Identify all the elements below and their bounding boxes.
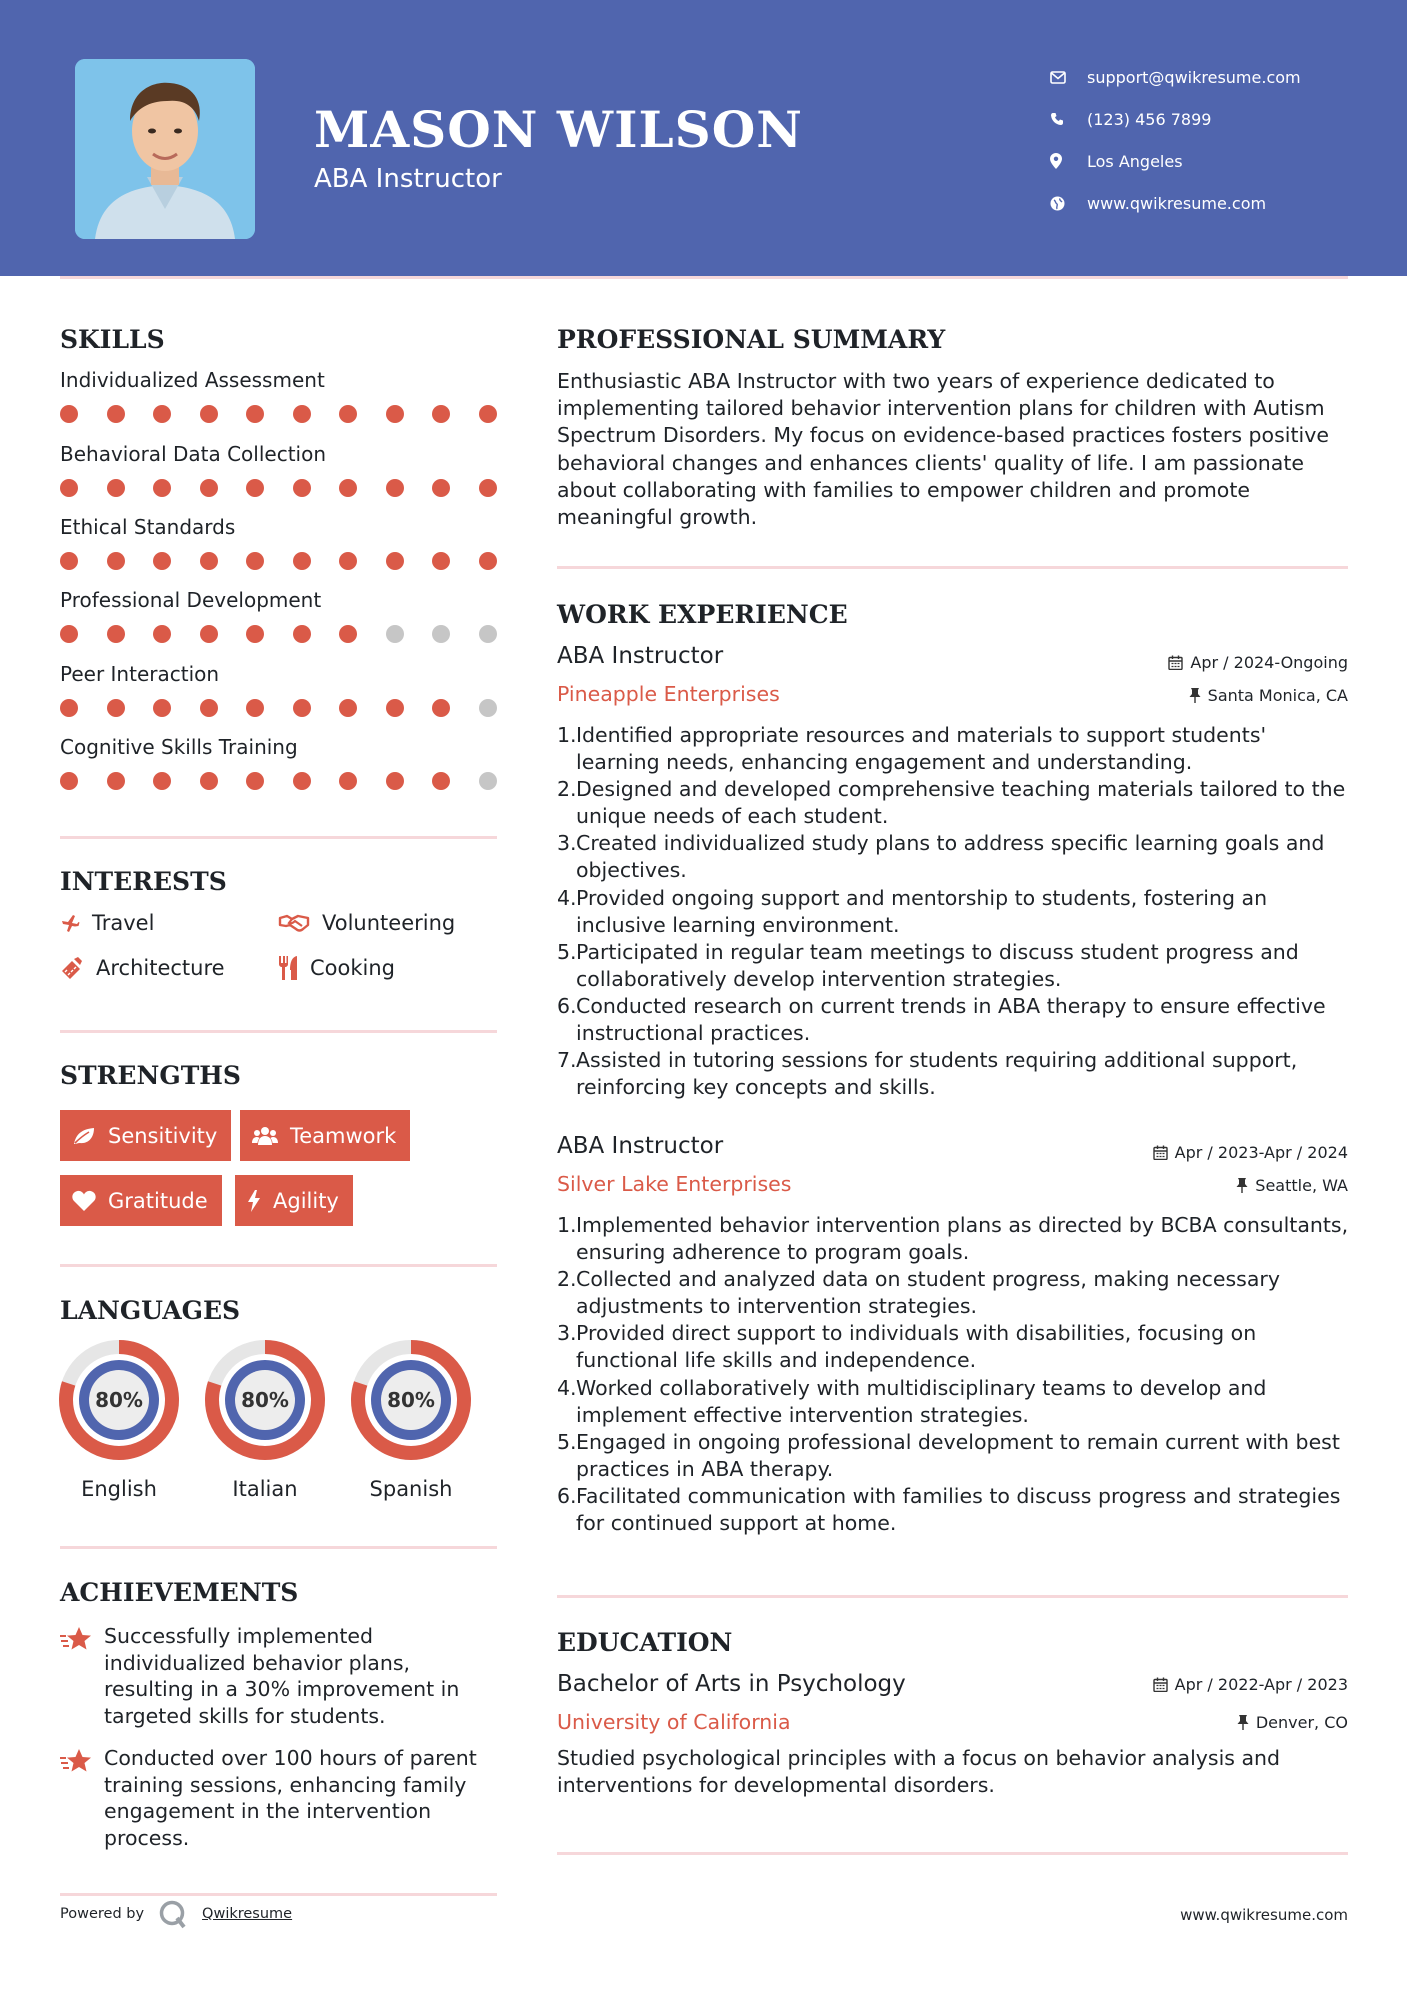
bullet-text: Implemented behavior intervention plans as directed by BCBA consultants, ensuring adherence to program goals. (576, 1213, 1349, 1265)
bullet-text: Participated in regular team meetings to discuss student progress and collaboratively develop intervention strategies. (576, 939, 1299, 991)
ruler-pencil-icon (60, 957, 84, 979)
strength-badge (60, 1110, 231, 1161)
job-bullet (557, 1047, 1349, 1101)
section-divider (557, 1852, 1348, 1855)
education-heading: EDUCATION (557, 1628, 733, 1657)
language-item (59, 1340, 179, 1501)
skill-dot-filled (339, 625, 357, 643)
contact-list (1050, 56, 1390, 224)
skill-rating (60, 625, 525, 643)
bullet-text: Collected and analyzed data on student progress, making necessary adjustments to intervention strategies. (576, 1267, 1280, 1319)
bullet-number: 4. (557, 885, 577, 910)
skill-dot-empty (432, 625, 450, 643)
candidate-title: ABA Instructor (314, 164, 502, 194)
achievement-item (60, 1623, 500, 1729)
language-percent: 80% (241, 1388, 289, 1412)
bullet-number: 6. (557, 993, 577, 1018)
language-ring (59, 1340, 179, 1460)
education-dates-text: Apr / 2022-Apr / 2023 (1174, 1675, 1348, 1694)
skill-dot-filled (386, 405, 404, 423)
interest-item (60, 956, 225, 980)
users-icon (252, 1126, 278, 1146)
skill-rating (60, 552, 525, 570)
skill-dot-filled (479, 552, 497, 570)
interests-heading: INTERESTS (60, 867, 227, 896)
job-bullet (557, 1375, 1349, 1429)
skill-dot-filled (432, 552, 450, 570)
bullet-number: 1. (557, 723, 577, 747)
skill-dot-filled (293, 772, 311, 790)
bullet-number: 4. (557, 1375, 577, 1400)
section-divider (557, 1595, 1348, 1598)
interest-label: Volunteering (322, 911, 456, 935)
section-divider (60, 1893, 497, 1896)
language-ring (351, 1340, 471, 1460)
language-item (351, 1340, 471, 1501)
calendar-icon (1153, 1145, 1168, 1160)
contact-website-text: www.qwikresume.com (1087, 193, 1267, 213)
section-divider (60, 1264, 497, 1267)
skill-dot-filled (339, 552, 357, 570)
strength-badge (240, 1110, 410, 1161)
education-dates (1153, 1675, 1348, 1694)
skill-dot-filled (479, 405, 497, 423)
bullet-text: Conducted research on current trends in ABA therapy to ensure effective instructional practices. (576, 993, 1326, 1046)
job-bullet (557, 722, 1349, 776)
location-pin-icon (1050, 151, 1087, 171)
section-divider (60, 836, 497, 839)
heart-icon (72, 1190, 96, 1211)
job-title: ABA Instructor (557, 1133, 724, 1159)
language-name: Spanish (369, 1477, 453, 1501)
star-icon (60, 1749, 92, 1775)
skill-dot-filled (60, 479, 78, 497)
job-bullet (557, 776, 1349, 830)
bullet-number: 7. (557, 1048, 577, 1073)
resume-header (0, 0, 1407, 276)
skill-dot-filled (386, 699, 404, 717)
calendar-icon (1168, 655, 1183, 670)
job-bullet (557, 1212, 1349, 1266)
skill-dot-filled (153, 699, 171, 717)
bullet-number: 5. (557, 939, 577, 964)
skill-dot-empty (386, 625, 404, 643)
skill-dot-filled (246, 625, 264, 643)
job-dates (1153, 1143, 1348, 1162)
language-item (205, 1340, 325, 1501)
skill-rating (60, 772, 525, 790)
job-location-text: Santa Monica, CA (1207, 686, 1348, 705)
skill-dot-filled (386, 552, 404, 570)
summary-text: Enthusiastic ABA Instructor with two years of experience dedicated to implementing tailored behavior intervention plans for children with Autism Spectrum Disorders. My focus on evidence-based practices fosters positive behavioral changes and enhances clients' quality of life. I am passionate about collaborating with families to empower children and promote meaningful growth. (557, 369, 1329, 530)
bullet-text: Provided ongoing support and mentorship to students, fostering an inclusive learning environment. (576, 885, 1268, 937)
skill-dot-filled (200, 552, 218, 570)
language-percent: 80% (387, 1388, 435, 1412)
footer-powered-by (60, 1899, 292, 1929)
section-divider (60, 1030, 497, 1033)
skill-rating (60, 479, 525, 497)
skill-dot-filled (153, 772, 171, 790)
strength-label: Agility (273, 1188, 339, 1213)
plane-icon (60, 913, 80, 933)
section-divider (557, 566, 1348, 569)
achievement-text: Conducted over 100 hours of parent training sessions, enhancing family engagement in the intervention process. (104, 1746, 477, 1850)
mail-icon (1050, 67, 1087, 87)
bullet-text: Provided direct support to individuals with disabilities, focusing on functional life skills and independence. (576, 1321, 1257, 1373)
skill-dot-filled (107, 479, 125, 497)
job-bullet (557, 939, 1349, 993)
star-icon (60, 1627, 92, 1653)
skill-dot-filled (246, 479, 264, 497)
skill-dot-filled (107, 552, 125, 570)
education-location-text: Denver, CO (1255, 1713, 1348, 1732)
job-bullets (557, 722, 1349, 1101)
skill-dot-filled (339, 772, 357, 790)
bullet-text: Assisted in tutoring sessions for students requiring additional support, reinforcing key concepts and skills. (576, 1048, 1298, 1100)
skill-dot-filled (386, 772, 404, 790)
job-bullet (557, 885, 1349, 939)
language-percent: 80% (95, 1388, 143, 1412)
skill-dot-filled (432, 699, 450, 717)
skill-dot-filled (293, 479, 311, 497)
skill-dot-filled (293, 552, 311, 570)
skill-dot-filled (153, 552, 171, 570)
skill-name: Ethical Standards (60, 515, 236, 539)
contact-website[interactable] (1050, 182, 1390, 224)
skill-dot-filled (107, 772, 125, 790)
skill-dot-filled (200, 699, 218, 717)
language-name: Italian (232, 1477, 298, 1501)
skill-dot-filled (60, 552, 78, 570)
job-bullet (557, 1266, 1349, 1320)
skill-dot-filled (339, 405, 357, 423)
skill-dot-empty (479, 772, 497, 790)
contact-location-text: Los Angeles (1087, 151, 1183, 171)
bullet-text: Worked collaboratively with multidisciplinary teams to develop and implement effective intervention strategies. (576, 1375, 1267, 1427)
skill-dot-empty (479, 699, 497, 717)
job-bullet (557, 1429, 1349, 1483)
job-dates-text: Apr / 2023-Apr / 2024 (1174, 1143, 1348, 1162)
experience-heading: WORK EXPERIENCE (557, 600, 848, 629)
calendar-icon (1153, 1677, 1168, 1692)
powered-by-text: Powered by (60, 1906, 145, 1922)
job-dates-text: Apr / 2024-Ongoing (1190, 653, 1348, 672)
interest-item (278, 911, 455, 935)
qwikresume-logo-icon (158, 1899, 188, 1929)
job-bullet (557, 993, 1349, 1047)
company-name: Pineapple Enterprises (557, 682, 780, 706)
strength-label: Gratitude (108, 1188, 208, 1213)
skill-rating (60, 405, 525, 423)
skill-dot-filled (107, 405, 125, 423)
section-divider (60, 1546, 497, 1549)
bullet-number: 6. (557, 1483, 577, 1508)
job-bullets (557, 1212, 1349, 1537)
bullet-text: Created individualized study plans to address specific learning goals and objectives. (576, 831, 1325, 883)
skill-dot-filled (60, 625, 78, 643)
contact-phone[interactable] (1050, 98, 1390, 140)
skills-heading: SKILLS (60, 325, 165, 354)
skill-dot-filled (153, 405, 171, 423)
job-bullet (557, 1320, 1349, 1374)
handshake-icon (278, 913, 310, 933)
skill-dot-filled (60, 772, 78, 790)
skill-dot-filled (107, 625, 125, 643)
bullet-number: 3. (557, 1321, 577, 1346)
contact-email-text: support@qwikresume.com (1087, 67, 1301, 87)
bullet-text: Designed and developed comprehensive teaching materials tailored to the unique needs of each student. (576, 777, 1346, 829)
bullet-text: Identified appropriate resources and materials to support students' learning needs, enhancing engagement and understanding. (576, 723, 1267, 775)
pushpin-icon (1189, 688, 1201, 703)
skill-name: Professional Development (60, 588, 322, 612)
skill-dot-filled (200, 479, 218, 497)
education-description: Studied psychological principles with a focus on behavior analysis and interventions for developmental disorders. (557, 1746, 1281, 1798)
bolt-icon (247, 1190, 261, 1212)
contact-phone-text: (123) 456 7899 (1087, 109, 1212, 129)
job-bullet (557, 1483, 1349, 1537)
bullet-text: Engaged in ongoing professional development to remain current with best practices in ABA therapy. (576, 1429, 1340, 1481)
bullet-number: 2. (557, 1267, 577, 1292)
strength-badge (60, 1175, 222, 1226)
utensils-icon (278, 956, 298, 980)
skill-dot-filled (339, 699, 357, 717)
school-name: University of California (557, 1710, 791, 1734)
bullet-number: 1. (557, 1213, 577, 1237)
skill-dot-filled (153, 625, 171, 643)
language-name: English (81, 1477, 157, 1501)
languages-heading: LANGUAGES (60, 1296, 241, 1325)
interest-label: Travel (92, 911, 155, 935)
skill-dot-filled (60, 699, 78, 717)
phone-icon (1050, 109, 1087, 129)
skill-name: Behavioral Data Collection (60, 442, 327, 466)
skill-name: Cognitive Skills Training (60, 735, 298, 759)
achievement-text: Successfully implemented individualized behavior plans, resulting in a 30% improvement in targeted skills for students. (104, 1624, 460, 1728)
summary-heading: PROFESSIONAL SUMMARY (557, 325, 946, 354)
header-divider (60, 276, 1348, 279)
language-ring (205, 1340, 325, 1460)
skill-dot-filled (432, 479, 450, 497)
skill-dot-filled (246, 772, 264, 790)
strength-label: Sensitivity (108, 1123, 218, 1148)
degree-title: Bachelor of Arts in Psychology (557, 1671, 906, 1697)
strengths-heading: STRENGTHS (60, 1061, 241, 1090)
skill-dot-filled (339, 479, 357, 497)
pushpin-icon (1236, 1178, 1248, 1193)
skill-dot-filled (246, 405, 264, 423)
globe-icon (1050, 193, 1087, 213)
candidate-name: MASON WILSON (314, 100, 803, 159)
job-location (1189, 686, 1348, 705)
job-dates (1168, 653, 1348, 672)
contact-location (1050, 140, 1390, 182)
footer-website[interactable]: www.qwikresume.com (1180, 1906, 1348, 1924)
job-location-text: Seattle, WA (1255, 1176, 1348, 1195)
skill-dot-filled (432, 772, 450, 790)
strength-badge (235, 1175, 353, 1226)
interest-item (278, 956, 395, 980)
skill-dot-filled (432, 405, 450, 423)
job-title: ABA Instructor (557, 643, 724, 669)
qwikresume-link[interactable]: Qwikresume (202, 1906, 293, 1922)
skill-dot-filled (153, 479, 171, 497)
skill-dot-filled (200, 772, 218, 790)
skill-dot-filled (107, 699, 125, 717)
skill-dot-filled (60, 405, 78, 423)
interest-label: Cooking (310, 956, 395, 980)
skill-dot-filled (246, 552, 264, 570)
job-location (1236, 1176, 1348, 1195)
skill-dot-empty (479, 625, 497, 643)
achievements-heading: ACHIEVEMENTS (60, 1578, 299, 1607)
profile-photo (75, 59, 255, 239)
interest-label: Architecture (96, 956, 225, 980)
skill-rating (60, 699, 525, 717)
bullet-number: 5. (557, 1429, 577, 1454)
skill-dot-filled (200, 625, 218, 643)
skill-dot-filled (479, 479, 497, 497)
company-name: Silver Lake Enterprises (557, 1172, 792, 1196)
skill-name: Peer Interaction (60, 662, 220, 686)
strength-label: Teamwork (290, 1123, 397, 1148)
skill-dot-filled (246, 699, 264, 717)
skill-dot-filled (386, 479, 404, 497)
interest-item (60, 911, 154, 935)
skill-dot-filled (200, 405, 218, 423)
achievement-item (60, 1745, 500, 1851)
skill-dot-filled (293, 699, 311, 717)
skill-dot-filled (293, 405, 311, 423)
pushpin-icon (1237, 1715, 1249, 1730)
education-location (1237, 1713, 1348, 1732)
leaf-icon (72, 1126, 96, 1146)
bullet-number: 3. (557, 831, 577, 856)
bullet-text: Facilitated communication with families to discuss progress and strategies for continued support at home. (576, 1483, 1341, 1536)
bullet-number: 2. (557, 777, 577, 802)
contact-email[interactable] (1050, 56, 1390, 98)
job-bullet (557, 830, 1349, 884)
skill-name: Individualized Assessment (60, 368, 325, 392)
skill-dot-filled (293, 625, 311, 643)
